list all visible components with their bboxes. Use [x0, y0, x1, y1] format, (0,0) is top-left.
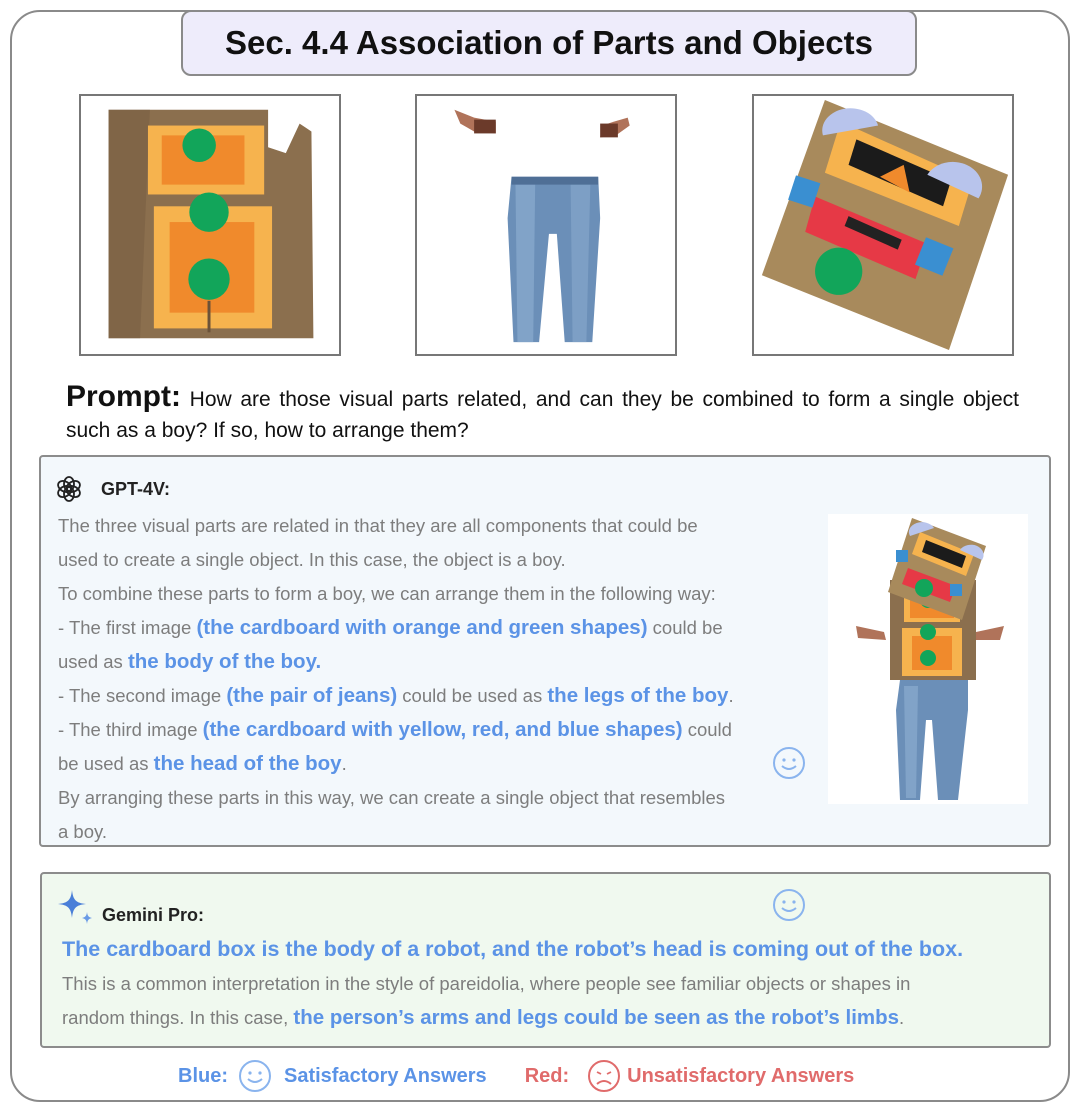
gpt4v-line-7-post: could	[682, 719, 732, 740]
gpt4v-line-6-mid: could be used as	[397, 685, 548, 706]
gpt4v-line-7-pre: - The third image	[58, 719, 203, 740]
gemini-answer-panel	[40, 872, 1051, 1048]
gpt4v-line-1: The three visual parts are related in that they are all components that could be	[58, 515, 698, 536]
prompt-text: How are those visual parts related, and can they be combined to form a single object such as a boy? If so, how to arrange them?	[66, 388, 1019, 442]
gpt4v-highlight-jeans: (the pair of jeans)	[226, 684, 398, 707]
gemini-header	[56, 888, 204, 928]
satisfactory-smile-icon	[772, 746, 806, 780]
gemini-line-3-pre: random things. In this case,	[62, 1007, 294, 1028]
gemini-sparkle-icon	[56, 888, 96, 928]
gemini-answer-text	[62, 967, 1030, 1035]
prompt	[66, 381, 1019, 446]
gpt4v-highlight-third-image: (the cardboard with yellow, red, and blue shapes)	[202, 718, 683, 741]
gpt4v-line-5	[58, 645, 798, 679]
legend-red-text: Unsatisfactory Answers	[627, 1064, 855, 1087]
gpt4v-line-4-pre: - The first image	[58, 617, 197, 638]
gpt4v-answer-text	[58, 509, 798, 849]
satisfactory-smile-icon	[772, 888, 806, 922]
gemini-highlight-main: The cardboard box is the body of a robot, and the robot’s head is coming out of the box.	[62, 937, 964, 961]
input-image-arms-jeans	[415, 94, 677, 356]
gpt4v-highlight-legs: the legs of the boy	[547, 684, 729, 707]
gpt4v-line-8-pre: be used as	[58, 753, 154, 774]
gpt4v-line-4	[58, 611, 798, 645]
gemini-name: Gemini Pro:	[102, 905, 205, 925]
combined-boy-illustration	[828, 514, 1028, 804]
gpt4v-header	[55, 475, 170, 503]
legend	[178, 1058, 854, 1094]
title-box	[181, 10, 917, 76]
gpt4v-line-2: used to create a single object. In this case, the object is a boy.	[58, 549, 566, 570]
legend-blue-text: Satisfactory Answers	[284, 1064, 487, 1087]
gpt4v-line-3: To combine these parts to form a boy, we can arrange them in the following way:	[58, 583, 716, 604]
gpt4v-highlight-first-image: (the cardboard with orange and green shapes)	[196, 616, 648, 639]
gemini-line-3	[62, 1001, 1030, 1035]
gpt4v-highlight-head: the head of the boy	[153, 752, 342, 775]
cardboard-head-illustration	[754, 96, 1012, 354]
gpt4v-line-9: By arranging these parts in this way, we can create a single object that resembles	[58, 787, 726, 808]
gpt4v-line-6-post: .	[728, 685, 734, 706]
gpt4v-name: GPT-4V:	[101, 478, 171, 499]
gpt4v-line-6	[58, 679, 798, 713]
frown-icon	[587, 1059, 621, 1093]
input-image-cardboard-body	[79, 94, 341, 356]
cardboard-body-illustration	[81, 96, 339, 354]
gpt4v-line-8-post: .	[341, 753, 347, 774]
gemini-line-3-post: .	[899, 1007, 905, 1028]
openai-logo-icon	[55, 475, 83, 503]
input-image-cardboard-head	[752, 94, 1014, 356]
gpt4v-answer-panel	[39, 455, 1051, 847]
gpt4v-combined-boy-image	[828, 514, 1028, 804]
smile-icon	[238, 1059, 272, 1093]
gpt4v-line-6-pre: - The second image	[58, 685, 227, 706]
legend-blue-label: Blue:	[178, 1064, 228, 1087]
gpt4v-line-10: a boy.	[58, 821, 108, 842]
gpt4v-line-8	[58, 747, 798, 781]
prompt-label: Prompt:	[66, 380, 181, 413]
arms-jeans-illustration	[417, 96, 675, 354]
legend-red-label: Red:	[524, 1064, 570, 1087]
gpt4v-highlight-body: the body of the boy.	[127, 650, 322, 673]
page-title: Sec. 4.4 Association of Parts and Objects	[225, 24, 873, 61]
gpt4v-line-7	[58, 713, 798, 747]
gemini-line-2: This is a common interpretation in the style of pareidolia, where people see familiar objects or shapes in	[62, 973, 911, 994]
gemini-highlight-limbs: the person’s arms and legs could be seen as the robot’s limbs	[293, 1006, 900, 1029]
gpt4v-line-4-post: could be	[647, 617, 723, 638]
gpt4v-line-5-pre: used as	[58, 651, 128, 672]
